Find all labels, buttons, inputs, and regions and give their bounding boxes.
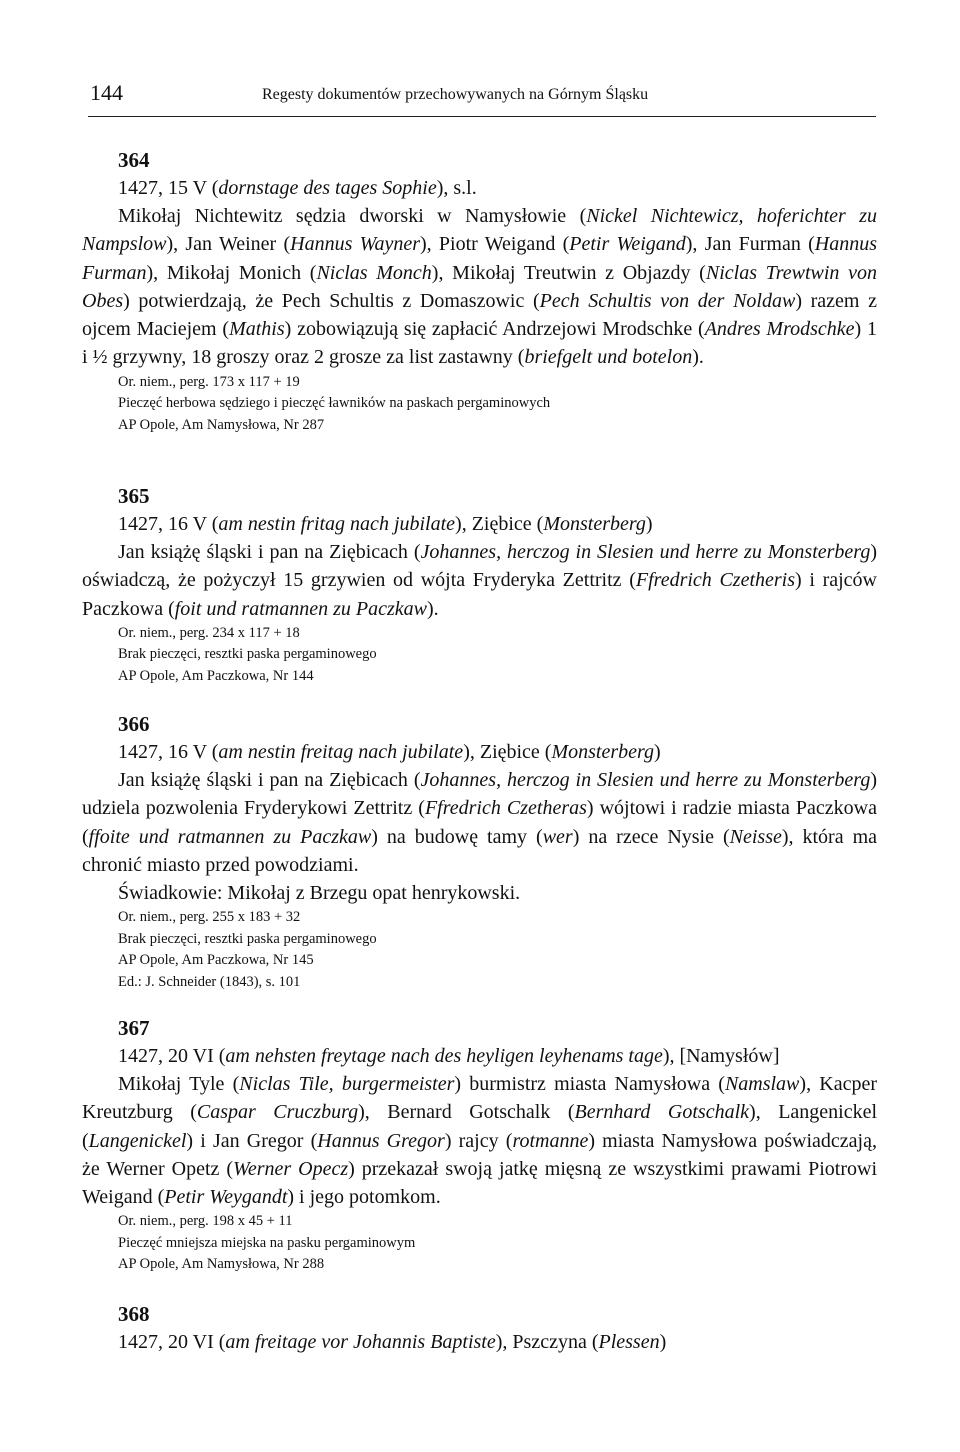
italic-source-term: Bernhard Gotschalk bbox=[574, 1101, 750, 1124]
italic-source-term: Ffredrich Czetheras bbox=[424, 797, 587, 820]
text-run: ), [Namysłów] bbox=[662, 1045, 780, 1067]
text-run: ) i Jan Gregor ( bbox=[186, 1129, 318, 1152]
text-run: ), Jan Weiner ( bbox=[166, 233, 291, 256]
text-run: ) miasta Namysłowa poświadczają, że Werner Opetz ( bbox=[82, 1129, 877, 1180]
text-run: ), Kacper Kreutzburg ( bbox=[82, 1073, 878, 1124]
entry-archive-note: AP Opole, Am Paczkowa, Nr 144 bbox=[118, 667, 314, 684]
text-run: ). bbox=[426, 597, 439, 620]
italic-source-term: wer bbox=[542, 825, 573, 848]
italic-source-term: foit und ratmannen zu Paczkaw bbox=[174, 597, 427, 620]
regest-entry-367 bbox=[82, 1014, 877, 1276]
text-run: ), Pszczyna ( bbox=[495, 1331, 599, 1353]
italic-source-term: Johannes, herczog in Slesien und herre zu Monsterberg bbox=[420, 541, 871, 563]
text-run: ), która ma chronić miasto przed powodziami. bbox=[82, 825, 878, 876]
entry-summary bbox=[82, 202, 877, 372]
entry-edition-note: Ed.: J. Schneider (1843), s. 101 bbox=[118, 973, 301, 990]
entry-date bbox=[118, 1042, 877, 1070]
text-run: ) potwierdzają, że Pech Schultis z Domaszowic ( bbox=[123, 289, 540, 312]
italic-source-term: Monsterberg bbox=[543, 513, 646, 535]
entry-witnesses: Świadkowie: Mikołaj z Brzegu opat henrykowski. bbox=[118, 882, 521, 905]
italic-source-term: Niclas Trewtwin von Obes bbox=[82, 261, 877, 312]
italic-source-term: Andres Mrodschke bbox=[704, 318, 855, 341]
text-run: ) rajcy ( bbox=[444, 1129, 513, 1152]
italic-source-term: am nehsten freytage nach des heyligen leyhenams tage bbox=[225, 1045, 663, 1067]
text-run: ), Mikołaj Monich ( bbox=[146, 261, 317, 284]
text-run: Jan książę śląski i pan na Ziębicach ( bbox=[118, 541, 421, 563]
text-run: ) na rzece Nysie ( bbox=[572, 825, 730, 848]
italic-source-term: Ffredrich Czetheris bbox=[635, 569, 796, 592]
italic-source-term: rotmanne bbox=[512, 1129, 589, 1152]
text-run: ), Jan Furman ( bbox=[685, 233, 815, 256]
text-run: ) przekazał swoją jatkę mięsną ze wszystkimi prawami Piotrowi Weigand ( bbox=[82, 1157, 878, 1209]
entry-number: 364 bbox=[118, 148, 150, 172]
text-run: ) udziela pozwolenia Fryderykowi Zettritz ( bbox=[82, 769, 877, 820]
entry-original-note: Or. niem., perg. 234 x 117 + 18 bbox=[118, 624, 300, 641]
page-number: 144 bbox=[90, 80, 123, 105]
text-run: ), Piotr Weigand ( bbox=[420, 233, 570, 256]
text-run: ) 1 i ½ grzywny, 18 groszy oraz 2 grosze za list zastawny ( bbox=[82, 318, 877, 369]
text-run: ), Ziębice ( bbox=[463, 741, 552, 763]
italic-source-term: Plessen bbox=[598, 1331, 660, 1353]
entry-original-note: Or. niem., perg. 173 x 117 + 19 bbox=[118, 373, 300, 390]
entry-number: 367 bbox=[118, 1016, 150, 1040]
italic-source-term: Nickel Nichtewicz, hoferichter zu Nampslow bbox=[82, 205, 878, 256]
italic-source-term: briefgelt und botelon bbox=[524, 346, 693, 369]
italic-source-term: Namslaw bbox=[724, 1073, 800, 1095]
header-rule bbox=[88, 116, 876, 117]
entry-summary bbox=[82, 766, 877, 879]
italic-source-term: Petir Weygandt bbox=[164, 1186, 288, 1209]
text-run: ). bbox=[692, 346, 704, 369]
entry-summary bbox=[82, 538, 877, 623]
italic-source-term: Neisse bbox=[729, 825, 782, 848]
regest-entry-368 bbox=[82, 1300, 877, 1356]
entry-original-note: Or. niem., perg. 255 x 183 + 32 bbox=[118, 909, 301, 926]
text-run: ) i jego potomkom. bbox=[287, 1186, 441, 1209]
entry-number: 366 bbox=[118, 712, 150, 736]
entry-archive-note: AP Opole, Am Namysłowa, Nr 287 bbox=[118, 416, 325, 433]
text-run: Mikołaj Nichtewitz sędzia dworski w Namysłowie ( bbox=[118, 205, 587, 227]
italic-source-term: Niclas Tile, burgermeister bbox=[239, 1073, 455, 1095]
entry-date bbox=[118, 738, 877, 766]
entry-archive-note: AP Opole, Am Namysłowa, Nr 288 bbox=[118, 1256, 325, 1273]
running-title: Regesty dokumentów przechowywanych na Górnym Śląsku bbox=[262, 86, 649, 103]
text-run: ) bbox=[659, 1331, 667, 1353]
text-run: ), Ziębice ( bbox=[455, 513, 544, 535]
italic-source-term: Hannus Wayner bbox=[290, 233, 420, 256]
text-run: Mikołaj Tyle ( bbox=[118, 1073, 240, 1095]
entry-date bbox=[118, 174, 877, 202]
entry-seal-note: Brak pieczęci, resztki paska pergaminowego bbox=[118, 930, 377, 947]
text-run: 1427, 20 VI ( bbox=[118, 1045, 226, 1067]
italic-source-term: Caspar Cruczburg bbox=[196, 1101, 359, 1124]
text-run: 1427, 20 VI ( bbox=[118, 1331, 226, 1353]
text-run: 1427, 15 V ( bbox=[118, 177, 219, 199]
text-run: ), Langenickel ( bbox=[82, 1101, 878, 1152]
entry-seal-note: Pieczęć herbowa sędziego i pieczęć ławników na paskach pergaminowych bbox=[118, 395, 551, 412]
italic-source-term: Werner Opecz bbox=[233, 1157, 349, 1180]
italic-source-term: Johannes, herczog in Slesien und herre zu Monsterberg bbox=[420, 769, 871, 791]
italic-source-term: Mathis bbox=[229, 318, 285, 341]
text-run: ) razem z ojcem Maciejem ( bbox=[82, 289, 877, 341]
italic-source-term: Hannus Furman bbox=[82, 233, 877, 284]
text-run: ) bbox=[645, 513, 653, 535]
text-run: ) i rajców Paczkowa ( bbox=[82, 569, 877, 620]
italic-source-term: Hannus Gregor bbox=[317, 1129, 445, 1152]
text-run: ) zobowiązują się zapłacić Andrzejowi Mrodschke ( bbox=[284, 318, 705, 341]
text-run: ) oświadczą, że pożyczył 15 grzywien od wójta Fryderyka Zettritz ( bbox=[82, 541, 877, 592]
italic-source-term: am nestin fritag nach jubilate bbox=[218, 513, 456, 535]
entry-number: 365 bbox=[118, 484, 150, 508]
regest-entry-365 bbox=[82, 482, 877, 687]
italic-source-term: Pech Schultis von der Noldaw bbox=[539, 289, 796, 312]
italic-source-term: ffoite und ratmannen zu Paczkaw bbox=[88, 825, 372, 848]
entry-original-note: Or. niem., perg. 198 x 45 + 11 bbox=[118, 1213, 293, 1230]
italic-source-term: am freitage vor Johannis Baptiste bbox=[225, 1331, 496, 1353]
text-run: ) bbox=[654, 741, 661, 763]
italic-source-term: am nestin freitag nach jubilate bbox=[218, 741, 464, 763]
text-run: ), Mikołaj Treutwin z Objazdy ( bbox=[431, 261, 706, 284]
italic-source-term: Monsterberg bbox=[551, 741, 655, 763]
text-run: 1427, 16 V ( bbox=[118, 513, 219, 535]
italic-source-term: dornstage des tages Sophie bbox=[218, 177, 437, 199]
text-run: ) burmistrz miasta Namysłowa ( bbox=[454, 1073, 725, 1095]
text-run: ), Bernard Gotschalk ( bbox=[358, 1101, 575, 1124]
regest-entry-364 bbox=[82, 146, 877, 436]
italic-source-term: Petir Weigand bbox=[569, 233, 686, 256]
text-run: ) wójtowi i radzie miasta Paczkowa ( bbox=[82, 797, 877, 848]
entry-date bbox=[118, 1328, 877, 1356]
regest-entry-366 bbox=[82, 710, 877, 993]
text-run: ) na budowę tamy ( bbox=[371, 825, 543, 848]
italic-source-term: Langenickel bbox=[88, 1129, 187, 1152]
entry-summary bbox=[82, 1070, 877, 1211]
entry-number: 368 bbox=[118, 1302, 150, 1326]
text-run: 1427, 16 V ( bbox=[118, 741, 219, 763]
text-run: ), s.l. bbox=[436, 177, 477, 199]
entry-archive-note: AP Opole, Am Paczkowa, Nr 145 bbox=[118, 952, 314, 969]
italic-source-term: Niclas Monch bbox=[316, 261, 432, 284]
text-run: Jan książę śląski i pan na Ziębicach ( bbox=[118, 769, 421, 791]
entry-seal-note: Pieczęć mniejsza miejska na pasku pergaminowym bbox=[118, 1234, 416, 1251]
entry-seal-note: Brak pieczęci, resztki paska pergaminowego bbox=[118, 646, 377, 663]
entry-date bbox=[118, 510, 877, 538]
